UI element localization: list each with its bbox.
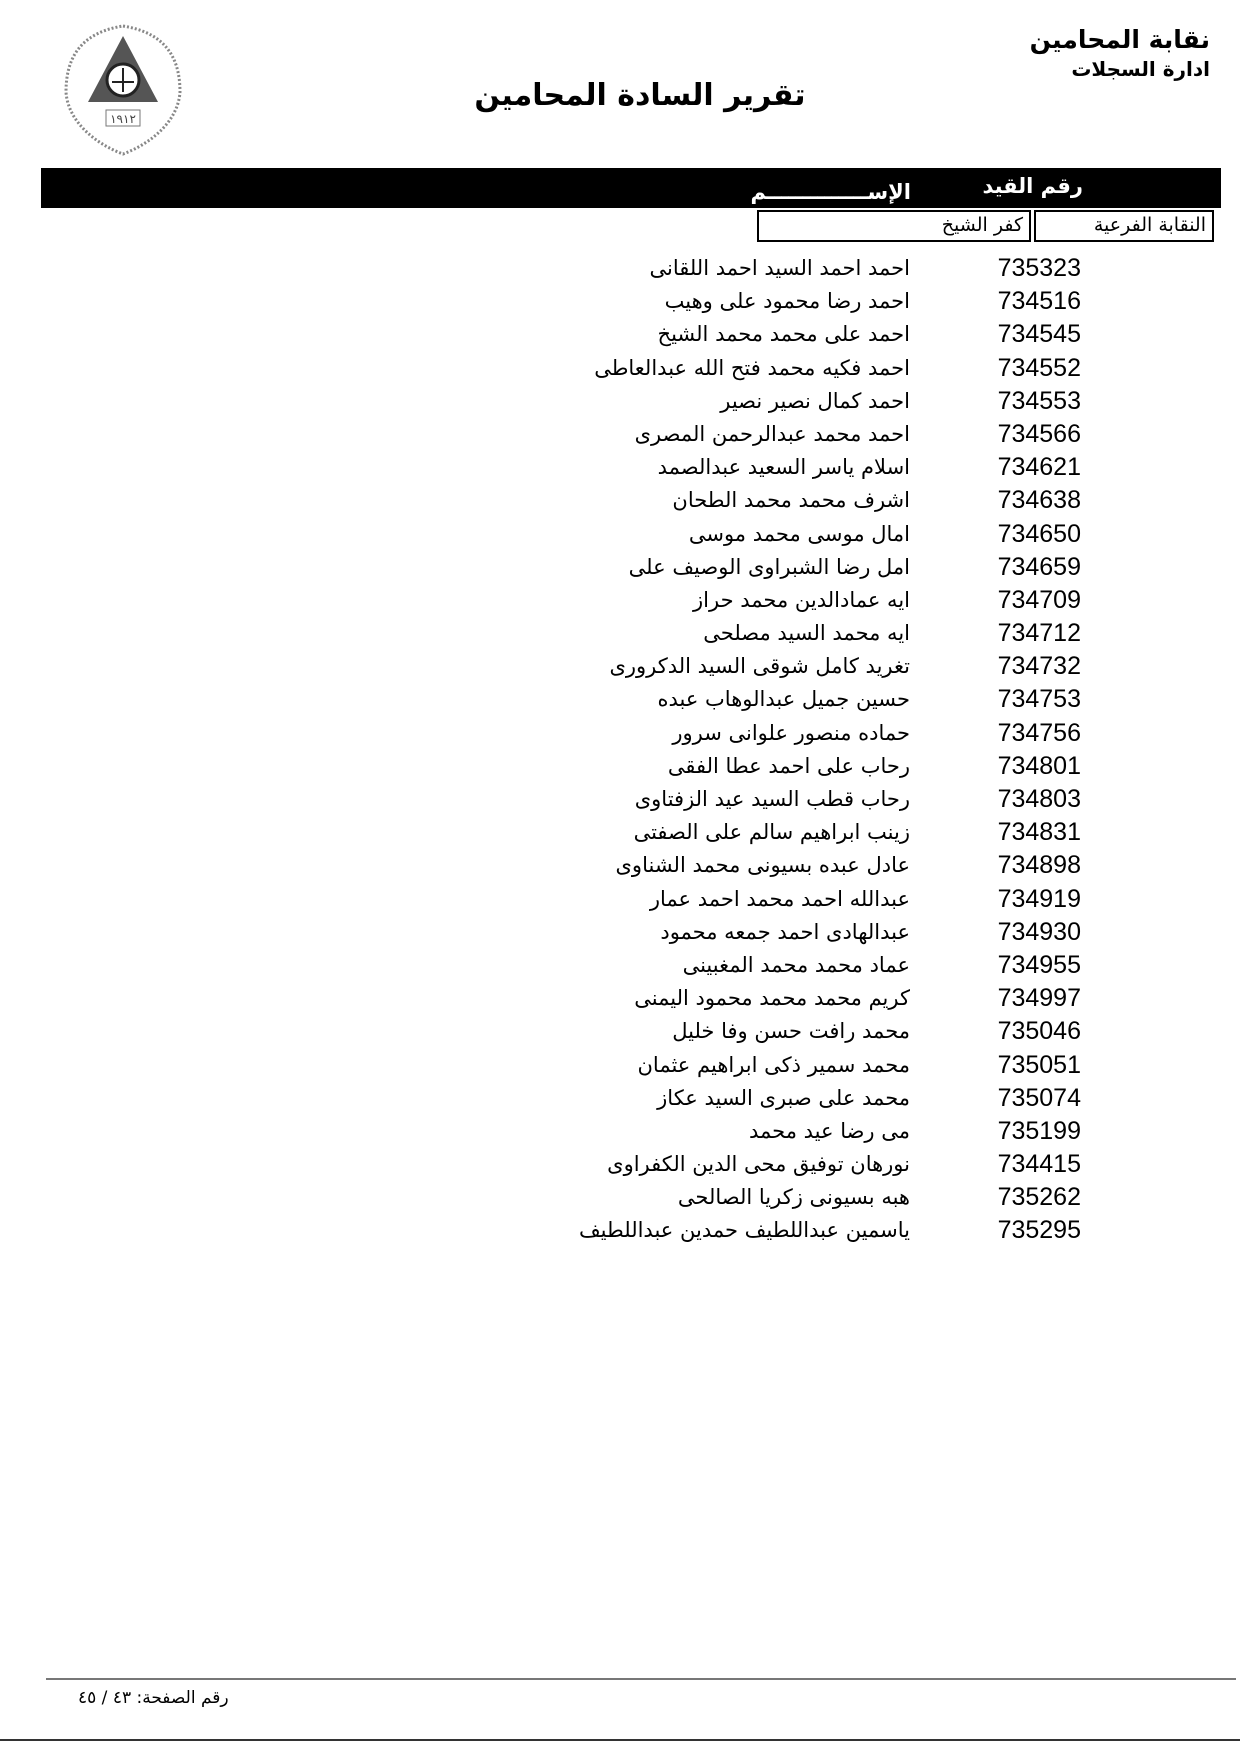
table-row (0, 252, 1240, 285)
footer-divider (46, 1678, 1236, 1680)
lawyer-name: احمد فكيه محمد فتح الله عبدالعاطى (594, 355, 910, 380)
column-header-registration-number: رقم القيد (982, 174, 1083, 198)
table-row (0, 783, 1240, 816)
page-separator: / (101, 1688, 108, 1708)
registration-number: 734997 (997, 984, 1081, 1013)
lawyer-name: عادل عبده بسيونى محمد الشناوى (615, 853, 910, 878)
registration-number: 734552 (997, 353, 1081, 382)
registration-number: 734650 (997, 519, 1081, 548)
lawyer-name: امال موسى محمد موسى (688, 521, 910, 546)
organization-name: نقابة المحامين (1029, 25, 1210, 54)
table-row (0, 849, 1240, 882)
registration-number: 735051 (997, 1050, 1081, 1079)
lawyer-name: امل رضا الشبراوى الوصيف على (628, 554, 910, 579)
table-row (0, 451, 1240, 484)
table-row (0, 1049, 1240, 1082)
lawyer-name: هبه بسيونى زكريا الصالحى (677, 1185, 910, 1210)
table-row (0, 617, 1240, 650)
page-total: ٤٥ (78, 1688, 97, 1708)
table-row (0, 650, 1240, 683)
registration-number: 735046 (997, 1017, 1081, 1046)
table-row (0, 385, 1240, 418)
registration-number: 734930 (997, 917, 1081, 946)
lawyer-name: تغريد كامل شوقى السيد الدكرورى (609, 654, 910, 679)
lawyer-name: محمد على صبرى السيد عكاز (657, 1085, 910, 1110)
registration-number: 734712 (997, 619, 1081, 648)
registration-number: 734709 (997, 585, 1081, 614)
page-number (78, 1688, 229, 1708)
bottom-border (0, 1739, 1240, 1741)
lawyer-name: احمد رضا محمود على وهيب (664, 289, 910, 314)
registration-number: 735199 (997, 1116, 1081, 1145)
table-row (0, 352, 1240, 385)
registration-number: 734898 (997, 851, 1081, 880)
table-row (0, 1148, 1240, 1181)
registration-number: 735074 (997, 1083, 1081, 1112)
table-row (0, 1115, 1240, 1148)
lawyer-name: ايه محمد السيد مصلحى (703, 621, 910, 646)
table-row (0, 916, 1240, 949)
registration-number: 734831 (997, 818, 1081, 847)
organization-header (1030, 24, 1210, 82)
lawyer-name: ايه عمادالدين محمد حراز (693, 587, 910, 612)
table-row (0, 1082, 1240, 1115)
registration-number: 734638 (997, 486, 1081, 515)
lawyer-name: حماده منصور علوانى سرور (672, 720, 910, 745)
registration-number: 734801 (997, 751, 1081, 780)
branch-value: كفر الشيخ (757, 210, 1031, 242)
lawyer-name: عبدالله احمد محمد احمد عمار (649, 886, 910, 911)
lawyer-name: مى رضا عيد محمد (748, 1118, 910, 1143)
registration-number: 734516 (997, 287, 1081, 316)
table-row (0, 484, 1240, 517)
table-row (0, 883, 1240, 916)
table-row (0, 949, 1240, 982)
table-row (0, 318, 1240, 351)
branch-label: النقابة الفرعية (1034, 210, 1214, 242)
table-header-bar (41, 168, 1221, 208)
table-row (0, 584, 1240, 617)
registration-number: 734659 (997, 552, 1081, 581)
registration-number: 734955 (997, 950, 1081, 979)
lawyer-name: اشرف محمد محمد الطحان (672, 488, 910, 513)
svg-text:١٩١٢: ١٩١٢ (110, 112, 136, 126)
registration-number: 734545 (997, 320, 1081, 349)
table-row (0, 285, 1240, 318)
table-row (0, 418, 1240, 451)
table-row (0, 816, 1240, 849)
table-row (0, 1181, 1240, 1214)
lawyer-name: نورهان توفيق محى الدين الكفراوى (607, 1152, 910, 1177)
registration-number: 735295 (997, 1216, 1081, 1245)
table-row (0, 982, 1240, 1015)
page-number-label: رقم الصفحة: (136, 1688, 229, 1708)
lawyer-name: ياسمين عبداللطيف حمدين عبداللطيف (578, 1218, 910, 1243)
registration-number: 734756 (997, 718, 1081, 747)
registration-number: 734621 (997, 453, 1081, 482)
lawyer-name: كريم محمد محمد محمود اليمنى (634, 986, 910, 1011)
lawyer-name: زينب ابراهيم سالم على الصفتى (633, 820, 910, 845)
registration-number: 734566 (997, 419, 1081, 448)
table-row (0, 1015, 1240, 1048)
lawyer-name: احمد على محمد محمد الشيخ (657, 322, 910, 347)
registration-number: 734919 (997, 884, 1081, 913)
table-row (0, 551, 1240, 584)
lawyer-name: عبدالهادى احمد جمعه محمود (660, 919, 910, 944)
report-title: تقرير السادة المحامين (474, 78, 806, 113)
registration-number: 734753 (997, 685, 1081, 714)
registration-number: 734732 (997, 652, 1081, 681)
registration-number: 734803 (997, 785, 1081, 813)
registration-number: 735262 (997, 1183, 1081, 1212)
bar-association-seal-logo (60, 22, 186, 158)
registration-number: 734553 (997, 386, 1081, 415)
lawyer-name: اسلام ياسر السعيد عبدالصمد (657, 455, 910, 480)
lawyer-name: رحاب قطب السيد عيد الزفتاوى (634, 787, 910, 811)
lawyer-name: محمد رافت حسن وفا خليل (672, 1019, 910, 1044)
lawyers-list (0, 252, 1240, 1248)
department-name: ادارة السجلات (1071, 57, 1210, 81)
table-row (0, 1214, 1240, 1247)
lawyer-name: حسين جميل عبدالوهاب عبده (657, 687, 910, 712)
table-row (0, 717, 1240, 750)
page-current: ٤٣ (112, 1688, 132, 1708)
lawyer-name: محمد سمير ذكى ابراهيم عثمان (637, 1052, 910, 1077)
lawyer-name: عماد محمد محمد المغبينى (682, 952, 910, 977)
table-row (0, 518, 1240, 551)
lawyer-name: رحاب على احمد عطا الفقى (667, 753, 910, 778)
lawyer-name: احمد محمد عبدالرحمن المصرى (634, 421, 910, 446)
registration-number: 735323 (997, 254, 1081, 282)
lawyer-name: احمد كمال نصير نصير (720, 388, 910, 413)
table-row (0, 750, 1240, 783)
lawyer-name: احمد احمد السيد احمد اللقانى (649, 256, 910, 280)
registration-number: 734415 (997, 1150, 1081, 1179)
table-row (0, 683, 1240, 716)
column-header-name: الإســــــــــــــم (750, 180, 911, 204)
